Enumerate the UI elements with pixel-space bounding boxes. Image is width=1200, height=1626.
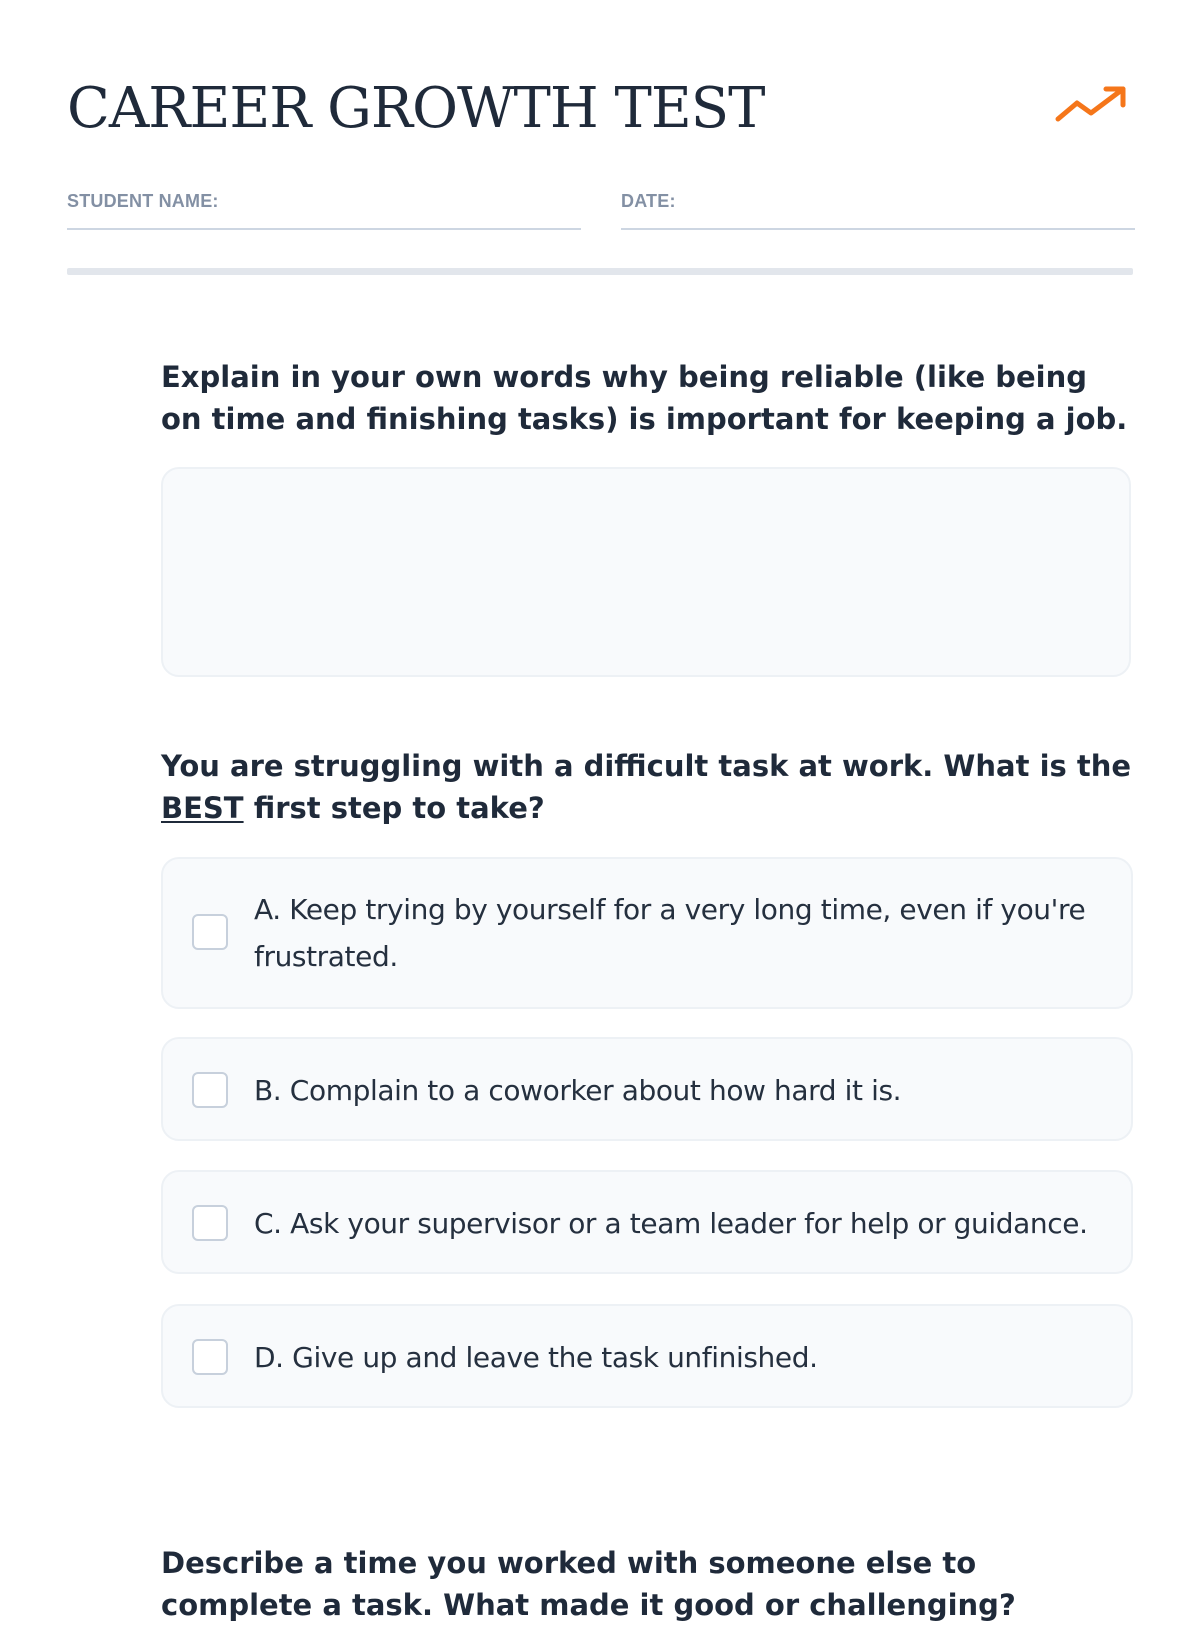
checkbox[interactable]	[192, 914, 228, 950]
trending-up-icon	[1055, 82, 1137, 130]
option-label: A. Keep trying by yourself for a very long time, even if you're frustrated.	[254, 893, 1086, 973]
option-a[interactable]	[161, 857, 1133, 1009]
option-label: B. Complain to a coworker about how hard it is.	[254, 1074, 902, 1107]
question-text-before: You are struggling with a difficult task at work. What is the	[161, 749, 1132, 783]
option-b[interactable]	[161, 1037, 1133, 1141]
option-label: D. Give up and leave the task unfinished.	[254, 1341, 818, 1374]
question-emphasis: BEST	[161, 791, 244, 825]
checkbox[interactable]	[192, 1339, 228, 1375]
question-text-after: first step to take?	[253, 791, 545, 825]
option-c[interactable]	[161, 1170, 1133, 1274]
checkbox[interactable]	[192, 1072, 228, 1108]
answer-box-reliability[interactable]	[161, 467, 1131, 677]
option-d[interactable]	[161, 1304, 1133, 1408]
header-divider	[67, 268, 1133, 275]
question-text: Explain in your own words why being reliable (like being on time and finishing tasks) is important for keeping a job.	[161, 360, 1128, 436]
question-teamwork	[161, 1542, 1133, 1626]
page-title: CAREER GROWTH TEST	[67, 76, 765, 141]
student-name-label: STUDENT NAME:	[67, 191, 219, 211]
question-text: Describe a time you worked with someone else to complete a task. What made it good or challenging?	[161, 1546, 1016, 1622]
question-reliability	[161, 356, 1133, 440]
question-text	[161, 745, 1133, 829]
page-header	[67, 76, 1133, 146]
date-field[interactable]	[621, 186, 1135, 230]
option-label: C. Ask your supervisor or a team leader for help or guidance.	[254, 1207, 1088, 1240]
date-label: DATE:	[621, 191, 676, 211]
student-name-field[interactable]	[67, 186, 581, 230]
checkbox[interactable]	[192, 1205, 228, 1241]
student-info	[67, 186, 1134, 230]
question-difficult-task	[161, 745, 1133, 829]
